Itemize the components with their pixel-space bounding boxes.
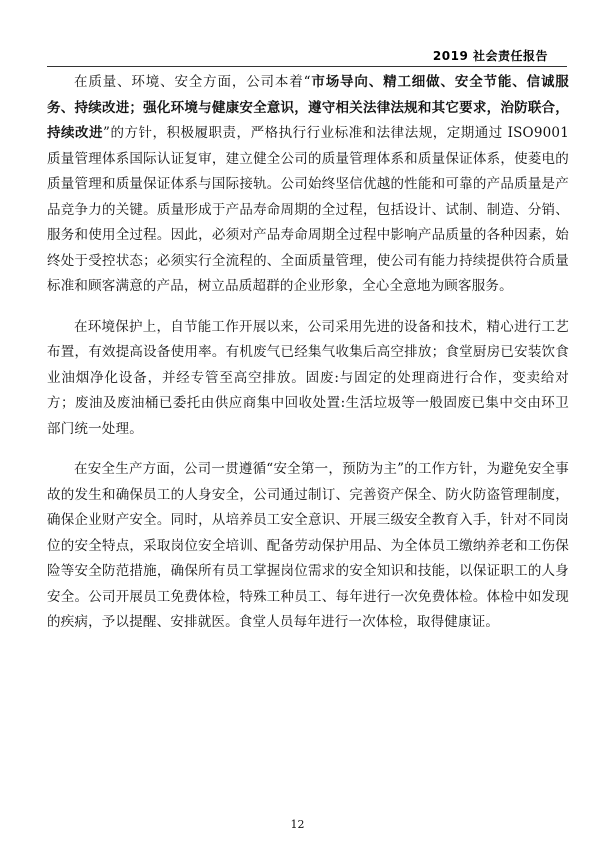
- report-title: 2019 社会责任报告: [432, 49, 548, 63]
- quality-policy-bold: 市场导向、精工细做、安全节能、信诚服务、持续改进；强化环境与健康安全意识，遵守相关法律法规和其它要求，治防联合，持续改进: [47, 74, 569, 141]
- paragraph-quality: [47, 70, 569, 300]
- quality-text-body: ”的方针，积极履职责，严格执行行业标准和法律法规，定期通过 ISO9001 质量管理体系国际认证复审，建立健全公司的质量管理体系和质量保证体系，使菱电的质量管理和质量保证体系与国际接轨。公司始终坚信优越的性能和可靠的产品质量是产品竞争力的关键。质量形成于产品寿命周期的全过程，包括设计、试制、制造、分销、服务和使用全过程。因此，必须对产品寿命周期全过程中影响产品质量的各种因素，始终处于受控状态；必须实行全流程的、全面质量管理，使公司有能力持续提供符合质量标准和顾客满意的产品，树立品质超群的企业形象，全心全意地为顾客服务。: [47, 125, 569, 294]
- paragraph-environment: [47, 315, 569, 443]
- environment-text: 在环境保护上，自节能工作开展以来，公司采用先进的设备和技术，精心进行工艺布置，有效提高设备使用率。有机废气已经集气收集后高空排放；食堂厨房已安装饮食业油烟净化设备，并经专管至高空排放。固废:与固定的处理商进行合作，变卖给对方；废油及废油桶已委托由供应商集中回收处置:生活垃圾等一般固废已集中交由环卫部门统一处理。: [47, 318, 569, 437]
- paragraph-safety: [47, 457, 569, 636]
- report-body: [47, 70, 569, 636]
- safety-text: 在安全生产方面，公司一贯遵循“安全第一，预防为主”的工作方针，为避免安全事故的发生和确保员工的人身安全，公司通过制订、完善资产保全、防火防盗管理制度，确保企业财产安全。同时，从培养员工安全意识、开展三级安全教育入手，针对不同岗位的安全特点，采取岗位安全培训、配备劳动保护用品、为全体员工缴纳养老和工伤保险等安全防范措施，确保所有员工掌握岗位需求的安全知识和技能，以保证职工的人身安全。公司开展员工免费体检，特殊工种员工、每年进行一次免费体检。体检中如发现的疾病，予以提醒、安排就医。食堂人员每年进行一次体检，取得健康证。: [47, 461, 569, 630]
- page-number: 12: [290, 818, 305, 831]
- header-divider: [47, 66, 567, 67]
- quality-text-intro: 在质量、环境、安全方面，公司本着“: [74, 74, 311, 90]
